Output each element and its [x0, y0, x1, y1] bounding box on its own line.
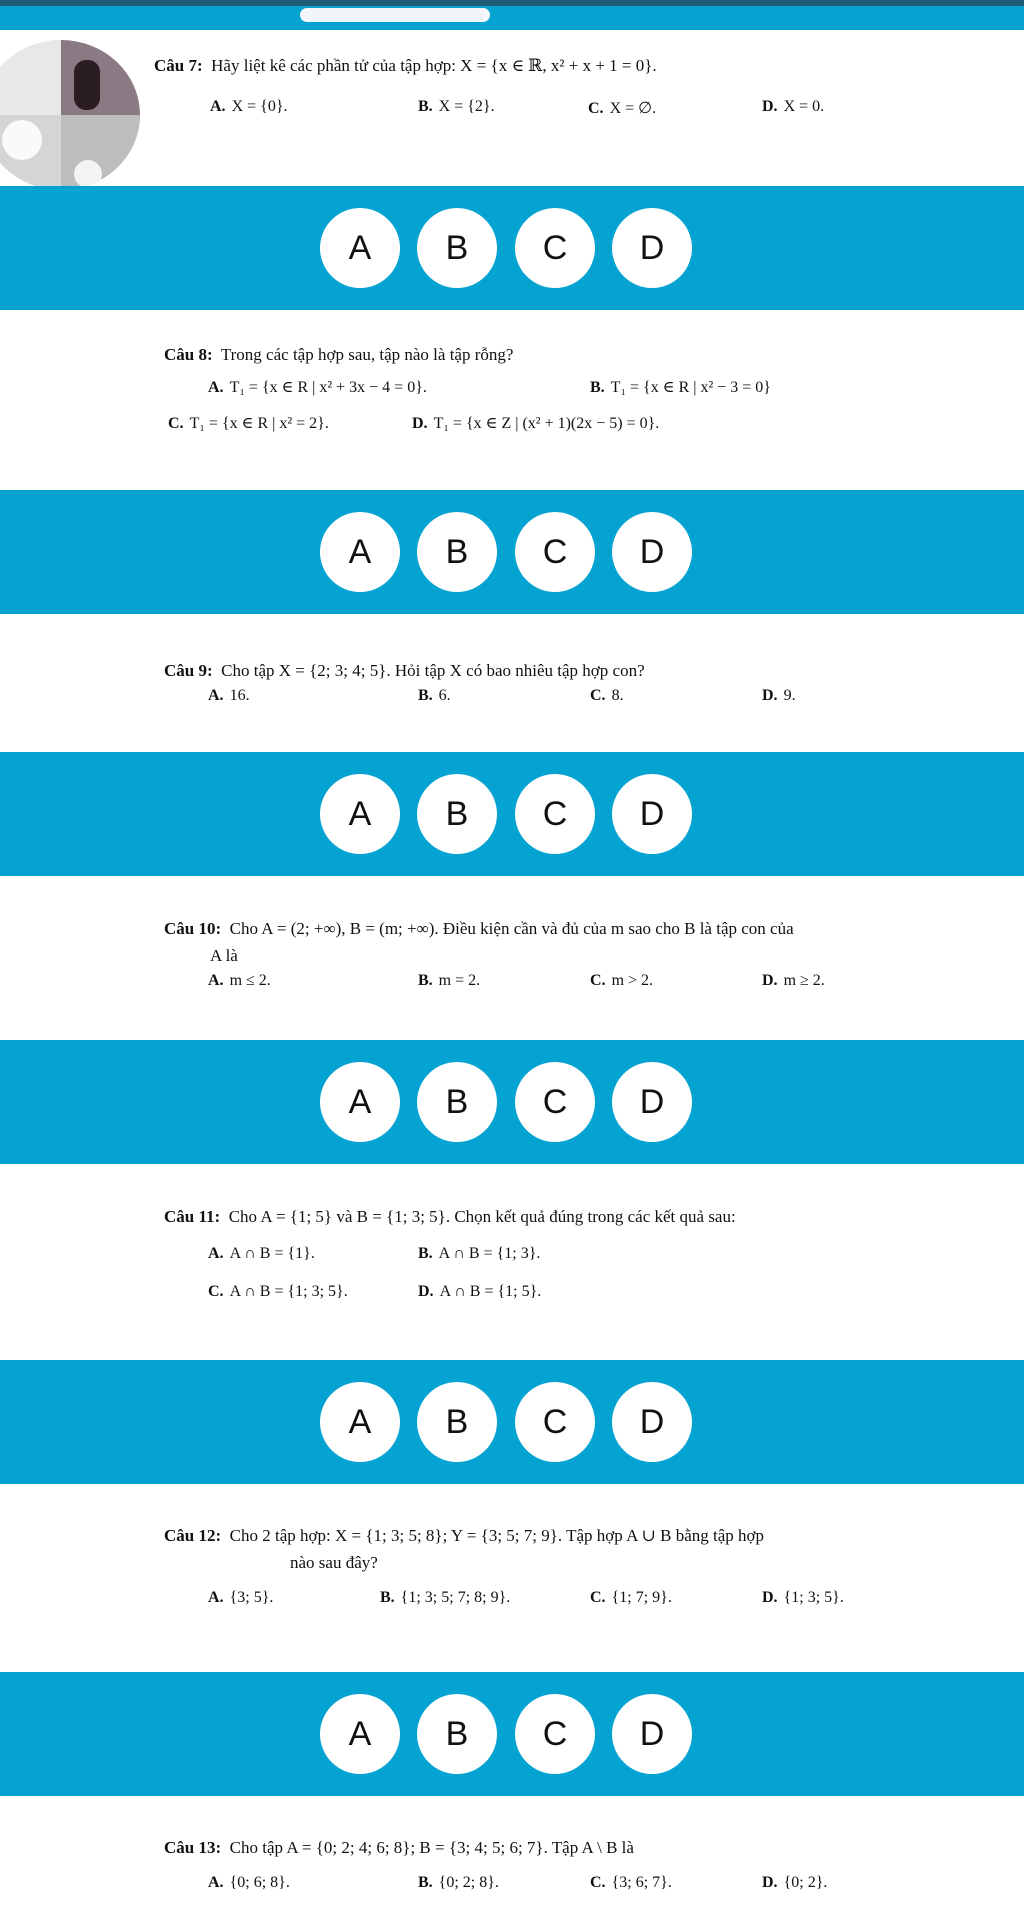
question-text: Câu 13: Cho tập A = {0; 2; 4; 6; 8}; B = {3; 4; 5; 6; 7}. Tập A \ B là	[164, 1838, 634, 1857]
answer-bar-7	[0, 186, 1024, 310]
option-b: B. A ∩ B = {1; 3}.	[418, 1245, 541, 1262]
answer-button-c[interactable]: C	[515, 208, 595, 288]
answer-bar-10	[0, 1040, 1024, 1164]
option-a: A. A ∩ B = {1}.	[208, 1245, 315, 1262]
answer-bar-11	[0, 1360, 1024, 1484]
avatar[interactable]	[0, 40, 140, 190]
option-a: A. {0; 6; 8}.	[208, 1874, 290, 1891]
answer-bar-8	[0, 490, 1024, 614]
answer-button-c[interactable]: C	[515, 1382, 595, 1462]
answer-button-a[interactable]: A	[320, 1694, 400, 1774]
status-strip	[0, 0, 1024, 30]
answer-button-a[interactable]: A	[320, 512, 400, 592]
answer-button-b[interactable]: B	[417, 1382, 497, 1462]
option-a: A. {3; 5}.	[208, 1589, 274, 1606]
answer-button-a[interactable]: A	[320, 208, 400, 288]
option-a: A. m ≤ 2.	[208, 972, 271, 989]
answer-button-d[interactable]: D	[612, 1062, 692, 1142]
question-label: Câu 10:	[164, 919, 222, 938]
question-text: Câu 9: Cho tập X = {2; 3; 4; 5}. Hỏi tập X có bao nhiêu tập hợp con?	[164, 661, 645, 680]
question-text: Câu 7: Hãy liệt kê các phần tử của tập hợp: X = {x ∈ ℝ, x² + x + 1 = 0}.	[154, 56, 657, 75]
option-d: D. 9.	[762, 687, 796, 704]
answer-button-b[interactable]: B	[417, 1062, 497, 1142]
answer-button-a[interactable]: A	[320, 1062, 400, 1142]
answer-bar-9	[0, 752, 1024, 876]
question-text: Câu 12: Cho 2 tập hợp: X = {1; 3; 5; 8}; Y = {3; 5; 7; 9}. Tập hợp A ∪ B bằng tập hợp	[164, 1526, 765, 1545]
question-text-cont: A là	[210, 946, 238, 965]
question-label: Câu 9:	[164, 661, 213, 680]
answer-button-b[interactable]: B	[417, 208, 497, 288]
question-label: Câu 7:	[154, 56, 203, 75]
answer-button-d[interactable]: D	[612, 512, 692, 592]
question-label: Câu 13:	[164, 1838, 222, 1857]
option-b: B. {1; 3; 5; 7; 8; 9}.	[380, 1589, 511, 1606]
status-pill	[300, 8, 490, 22]
option-d: D. X = 0.	[762, 98, 825, 115]
answer-button-c[interactable]: C	[515, 1694, 595, 1774]
option-d: D. m ≥ 2.	[762, 972, 825, 989]
option-b: B. X = {2}.	[418, 98, 495, 115]
question-text: Câu 11: Cho A = {1; 5} và B = {1; 3; 5}. Chọn kết quả đúng trong các kết quả sau:	[164, 1207, 736, 1226]
option-d: D. T₁ = {x ∈ Z | (x² + 1)(2x − 5) = 0}.	[412, 415, 660, 432]
option-c: C. A ∩ B = {1; 3; 5}.	[208, 1283, 348, 1300]
answer-button-c[interactable]: C	[515, 774, 595, 854]
answer-button-b[interactable]: B	[417, 774, 497, 854]
option-b: B. {0; 2; 8}.	[418, 1874, 499, 1891]
answer-button-c[interactable]: C	[515, 1062, 595, 1142]
question-label: Câu 12:	[164, 1526, 222, 1545]
answer-button-b[interactable]: B	[417, 512, 497, 592]
status-shade	[0, 0, 1024, 6]
option-a: A. T₁ = {x ∈ R | x² + 3x − 4 = 0}.	[208, 379, 427, 396]
answer-button-d[interactable]: D	[612, 1382, 692, 1462]
question-text-cont: nào sau đây?	[290, 1553, 378, 1572]
option-c: C. X = ∅.	[588, 100, 657, 117]
question-text: Câu 8: Trong các tập hợp sau, tập nào là tập rỗng?	[164, 345, 514, 364]
option-b: B. 6.	[418, 687, 451, 704]
question-label: Câu 11:	[164, 1207, 221, 1226]
option-d: D. {0; 2}.	[762, 1874, 828, 1891]
answer-button-d[interactable]: D	[612, 208, 692, 288]
answer-button-a[interactable]: A	[320, 774, 400, 854]
option-c: C. {3; 6; 7}.	[590, 1874, 672, 1891]
option-a: A. 16.	[208, 687, 250, 704]
option-d: D. A ∩ B = {1; 5}.	[418, 1283, 542, 1300]
question-text: Câu 10: Cho A = (2; +∞), B = (m; +∞). Điều kiện cần và đủ của m sao cho B là tập con của	[164, 919, 794, 938]
option-b: B. T₁ = {x ∈ R | x² − 3 = 0}	[590, 379, 771, 396]
answer-bar-12	[0, 1672, 1024, 1796]
option-a: A. X = {0}.	[210, 98, 288, 115]
option-c: C. m > 2.	[590, 972, 654, 989]
option-c: C. {1; 7; 9}.	[590, 1589, 672, 1606]
answer-button-a[interactable]: A	[320, 1382, 400, 1462]
option-c: C. T₁ = {x ∈ R | x² = 2}.	[168, 415, 329, 432]
option-d: D. {1; 3; 5}.	[762, 1589, 844, 1606]
answer-button-d[interactable]: D	[612, 774, 692, 854]
answer-button-d[interactable]: D	[612, 1694, 692, 1774]
answer-button-c[interactable]: C	[515, 512, 595, 592]
option-b: B. m = 2.	[418, 972, 481, 989]
question-label: Câu 8:	[164, 345, 213, 364]
answer-button-b[interactable]: B	[417, 1694, 497, 1774]
option-c: C. 8.	[590, 687, 624, 704]
